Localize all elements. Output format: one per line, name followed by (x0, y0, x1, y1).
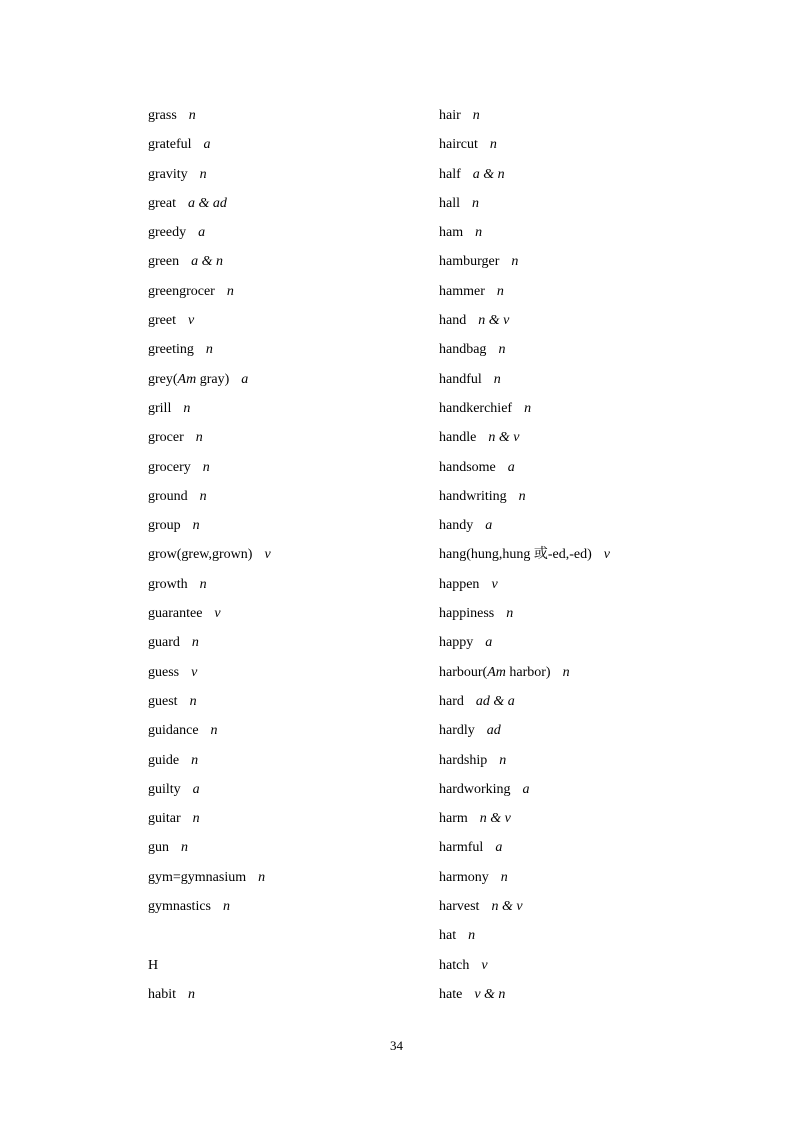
right-column (439, 102, 759, 1010)
entry-pos: v & n (474, 986, 506, 1002)
vocab-entry (439, 483, 759, 512)
entry-word: gymnastics (148, 899, 211, 915)
entry-pos: n (472, 195, 479, 211)
entry-pos: n (199, 166, 207, 182)
vocab-entry (148, 688, 408, 717)
vocab-entry (439, 395, 759, 424)
entry-pos: v (603, 547, 611, 563)
vocab-entry (148, 248, 408, 277)
vocab-entry (439, 307, 759, 336)
vocab-entry (148, 190, 408, 219)
entry-word: habit (148, 986, 176, 1002)
entry-pos: a & ad (187, 195, 227, 211)
vocab-entry (439, 219, 759, 248)
entry-word: guidance (148, 723, 199, 739)
vocab-entry (439, 278, 759, 307)
vocab-entry (148, 864, 408, 893)
entry-word: happiness (439, 606, 495, 622)
entry-word: hang(hung,hung 或-ed,-ed) (439, 547, 592, 563)
entry-word-prefix: grey( (148, 371, 178, 387)
vocab-entry (148, 278, 408, 307)
vocab-entry (148, 131, 408, 160)
entry-pos: a (485, 518, 493, 534)
entry-pos: n (499, 752, 507, 768)
entry-word: handsome (439, 459, 496, 475)
vocab-entry (439, 922, 759, 951)
entry-pos: a (495, 840, 503, 856)
entry-pos: n & v (488, 430, 520, 446)
entry-pos: n (498, 342, 506, 358)
vocab-entry (148, 776, 408, 805)
entry-word: guarantee (148, 606, 203, 622)
vocab-entry (148, 747, 408, 776)
vocab-entry (148, 600, 408, 629)
entry-word: harmony (439, 869, 489, 885)
entry-pos: n & v (479, 811, 511, 827)
entry-pos: n (188, 986, 195, 1002)
vocab-entry (148, 161, 408, 190)
entry-word: hardly (439, 723, 475, 739)
entry-pos: a (203, 137, 211, 153)
vocab-entry (439, 102, 759, 131)
entry-pos: n (192, 518, 200, 534)
entry-pos: v (264, 547, 271, 563)
entry-word: handkerchief (439, 400, 513, 416)
entry-pos: n (202, 459, 210, 475)
vocab-entry (148, 834, 408, 863)
vocab-entry (148, 454, 408, 483)
entry-word: hat (439, 928, 457, 944)
entry-pos: ad & a (475, 693, 515, 709)
vocab-entry (148, 571, 408, 600)
blank-line (148, 922, 408, 951)
entry-word: guide (148, 752, 180, 768)
vocab-entry (148, 717, 408, 746)
entry-word: ground (148, 488, 188, 504)
entry-word-variant-label: Am (177, 371, 197, 387)
entry-word: happen (439, 576, 480, 592)
entry-pos: n (562, 664, 570, 680)
vocab-entry (148, 307, 408, 336)
entry-word-suffix: harbor) (505, 664, 551, 680)
entry-pos: n (205, 342, 213, 358)
entry-word: handle (439, 430, 477, 446)
vocab-entry (439, 805, 759, 834)
vocab-entry (439, 336, 759, 365)
entry-pos: v (481, 957, 488, 973)
vocab-entry (148, 483, 408, 512)
entry-word: grateful (148, 137, 192, 153)
page-number: 34 (390, 1038, 403, 1053)
entry-pos: n (472, 108, 480, 123)
entry-pos: n (191, 752, 199, 768)
entry-word: gun (148, 840, 169, 856)
vocab-entry (439, 190, 759, 219)
vocab-entry (439, 600, 759, 629)
entry-pos: v (214, 606, 221, 622)
vocab-entry (439, 981, 759, 1010)
entry-word: group (148, 518, 181, 534)
vocab-entry (148, 659, 408, 688)
entry-word: haircut (439, 137, 478, 153)
entry-word: guess (148, 664, 180, 680)
entry-pos: n (199, 576, 207, 592)
entry-pos: a (241, 371, 249, 387)
section-heading: H (148, 957, 159, 973)
entry-pos: a (485, 635, 493, 651)
entry-word: harm (439, 811, 468, 827)
vocab-entry (148, 219, 408, 248)
entry-word: gym=gymnasium (148, 869, 247, 885)
entry-word: greet (148, 313, 176, 329)
entry-word: greeting (148, 342, 194, 358)
vocab-entry (439, 952, 759, 981)
entry-pos: n (511, 254, 519, 270)
vocab-entry (148, 395, 408, 424)
entry-word: handbag (439, 342, 487, 358)
entry-pos: v (491, 576, 498, 592)
entry-pos: a & n (191, 254, 223, 270)
vocab-entry (439, 424, 759, 453)
entry-pos: a (192, 781, 200, 797)
entry-word: handwriting (439, 488, 507, 504)
vocab-entry (439, 747, 759, 776)
entry-pos: n (199, 488, 207, 504)
entry-word: guest (148, 693, 178, 709)
entry-word: growth (148, 576, 188, 592)
entry-word: guilty (148, 781, 181, 797)
entry-pos: n (506, 606, 514, 622)
vocab-entry (439, 864, 759, 893)
vocab-entry (439, 541, 759, 570)
vocab-entry (148, 424, 408, 453)
entry-word: grocery (148, 459, 191, 475)
entry-pos: n (518, 488, 526, 504)
entry-pos: n (192, 811, 200, 827)
entry-pos: a (522, 781, 530, 797)
vocab-entry (148, 893, 408, 922)
vocab-entry (439, 366, 759, 395)
entry-word: hard (439, 693, 464, 709)
entry-pos: n (191, 635, 199, 651)
entry-word (148, 372, 229, 387)
entry-word: hall (439, 195, 460, 211)
entry-word: greedy (148, 225, 187, 241)
entry-word-variant-label: Am (487, 664, 506, 680)
entry-pos: n (183, 400, 191, 416)
vocab-entry (148, 102, 408, 131)
entry-word: harmful (439, 840, 484, 856)
entry-word: guitar (148, 811, 181, 827)
entry-word-prefix: harbour( (439, 664, 488, 680)
entry-word (439, 665, 551, 680)
vocab-entry (148, 981, 408, 1010)
entry-pos: v (187, 313, 195, 329)
entry-word: handful (439, 371, 482, 387)
vocab-entry (148, 366, 408, 395)
entry-pos: n (210, 723, 218, 739)
entry-pos: n (489, 137, 497, 153)
entry-word: hardship (439, 752, 488, 768)
entry-pos: n (475, 225, 483, 241)
entry-pos: v (191, 664, 198, 680)
vocab-entry (439, 454, 759, 483)
entry-word: grocer (148, 430, 184, 446)
entry-pos: n (181, 840, 188, 856)
entry-word: hate (439, 986, 463, 1002)
entry-pos: n (188, 108, 196, 123)
vocab-entry (439, 161, 759, 190)
entry-word: harvest (439, 899, 480, 915)
entry-word: ham (439, 225, 464, 241)
entry-word: guard (148, 635, 180, 651)
entry-word: green (148, 254, 180, 270)
entry-word: great (148, 195, 176, 211)
entry-pos: n (493, 371, 501, 387)
entry-pos: ad (486, 723, 501, 739)
vocab-entry (439, 776, 759, 805)
entry-pos: a & n (472, 166, 505, 182)
entry-pos: n (189, 693, 197, 709)
entry-word: handy (439, 518, 474, 534)
entry-word: hamburger (439, 254, 500, 270)
entry-pos: a (198, 225, 206, 241)
entry-pos: n (468, 928, 476, 944)
entry-pos: n (258, 869, 266, 885)
entry-pos: n (223, 899, 230, 915)
vocab-entry (148, 336, 408, 365)
vocab-entry (439, 659, 759, 688)
vocab-entry (439, 893, 759, 922)
entry-pos: n (195, 430, 203, 446)
entry-pos: n (496, 283, 504, 299)
vocab-entry (439, 512, 759, 541)
entry-word: gravity (148, 166, 188, 182)
entry-word-suffix: gray) (196, 371, 230, 387)
vocab-entry (439, 717, 759, 746)
entry-word: grass (148, 108, 177, 123)
entry-word: grow(grew,grown) (148, 547, 253, 563)
entry-pos: a (507, 459, 515, 475)
entry-word: hatch (439, 957, 470, 973)
vocab-entry (439, 629, 759, 658)
vocab-entry (148, 541, 408, 570)
vocab-entry (148, 512, 408, 541)
entry-word: half (439, 166, 461, 182)
entry-pos: n (524, 400, 532, 416)
entry-word: happy (439, 635, 474, 651)
vocab-entry (439, 834, 759, 863)
entry-word: hair (439, 108, 461, 123)
entry-pos: n (226, 283, 234, 299)
vocab-entry (439, 131, 759, 160)
vocab-entry (148, 629, 408, 658)
entry-word: hammer (439, 283, 485, 299)
entry-pos: n (500, 869, 508, 885)
entry-word: hardworking (439, 781, 511, 797)
vocab-entry (439, 248, 759, 277)
entry-pos: n & v (478, 313, 510, 329)
left-column (148, 102, 408, 1010)
entry-word: hand (439, 313, 467, 329)
entry-pos: n & v (491, 899, 523, 915)
vocab-entry (439, 688, 759, 717)
vocab-entry (439, 571, 759, 600)
vocab-entry (148, 805, 408, 834)
entry-word: grill (148, 400, 172, 416)
entry-word: greengrocer (148, 283, 215, 299)
